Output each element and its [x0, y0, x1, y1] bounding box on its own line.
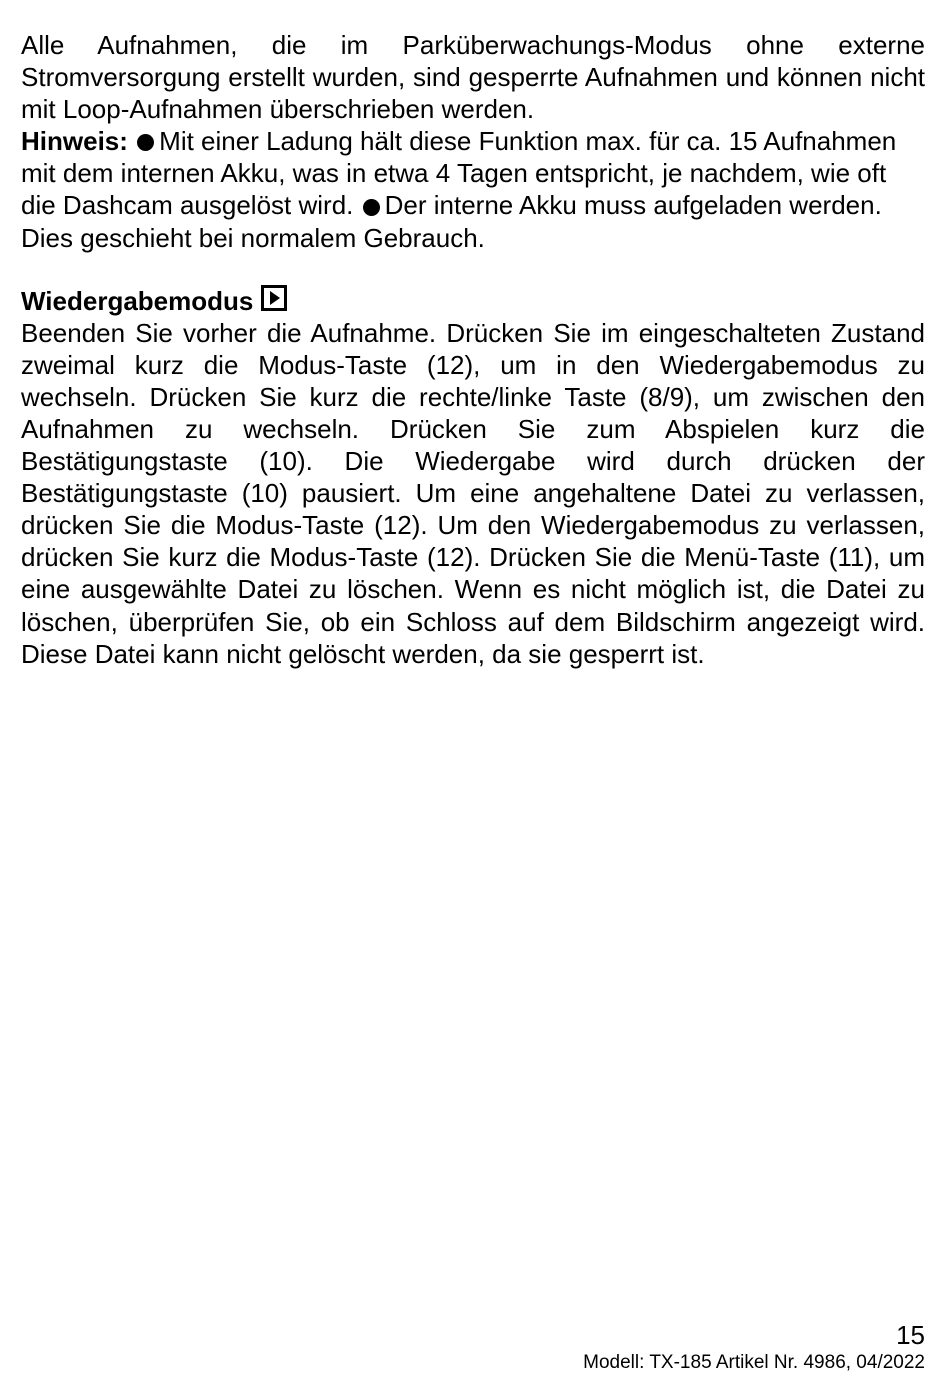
- page-number: 15: [896, 1320, 925, 1350]
- intro-paragraph: Alle Aufnahmen, die im Parküberwachungs-Modus ohne externe Stromversorgung erstellt wurden, sind gesperrte Aufnahmen und können nicht mit Loop-Aufnahmen überschrieben werden.: [21, 30, 925, 125]
- page-content: [21, 29, 925, 670]
- model-footer: Modell: TX-185 Artikel Nr. 4986, 04/2022: [583, 1352, 925, 1373]
- note-paragraph: [21, 125, 925, 253]
- section-spacer: [21, 254, 925, 285]
- play-icon: [261, 285, 287, 311]
- note-item-1: Mit einer Ladung hält diese Funktion max. für ca. 15 Aufnahmen mit dem internen Akku, was in etwa 4 Tagen entspricht, je nachdem, wie oft die Dashcam ausgelöst wird.: [21, 126, 897, 221]
- heading-text: Wiedergabemodus: [21, 285, 254, 316]
- section-heading: [21, 285, 925, 317]
- note-label: Hinweis:: [21, 126, 128, 157]
- note-item-2: Der interne Akku muss aufgeladen werden. Dies geschieht bei normalem Gebrauch.: [21, 190, 882, 253]
- bullet-icon: [363, 199, 380, 216]
- playback-paragraph: Beenden Sie vorher die Aufnahme. Drücken Sie im eingeschalteten Zustand zweimal kurz die Modus-Taste (12), um in den Wiedergabemodus zu wechseln. Drücken Sie kurz die rechte/linke Taste (8/9), um zwischen den Aufnahmen zu wechseln. Drücken Sie zum Abspielen kurz die Bestätigungstaste (10). Die Wiedergabe wird durch drücken der Bestätigungstaste (10) pausiert. Um eine angehaltene Datei zu verlassen, drücken Sie die Modus-Taste (12). Um den Wiedergabemodus zu verlassen, drücken Sie kurz die Modus-Taste (12). Drücken Sie die Menü-Taste (11), um eine ausgewählte Datei zu löschen. Wenn es nicht möglich ist, die Datei zu löschen, überprüfen Sie, ob ein Schloss auf dem Bildschirm angezeigt wird. Diese Datei kann nicht gelöscht werden, da sie gesperrt ist.: [21, 317, 925, 669]
- bullet-icon: [137, 134, 154, 151]
